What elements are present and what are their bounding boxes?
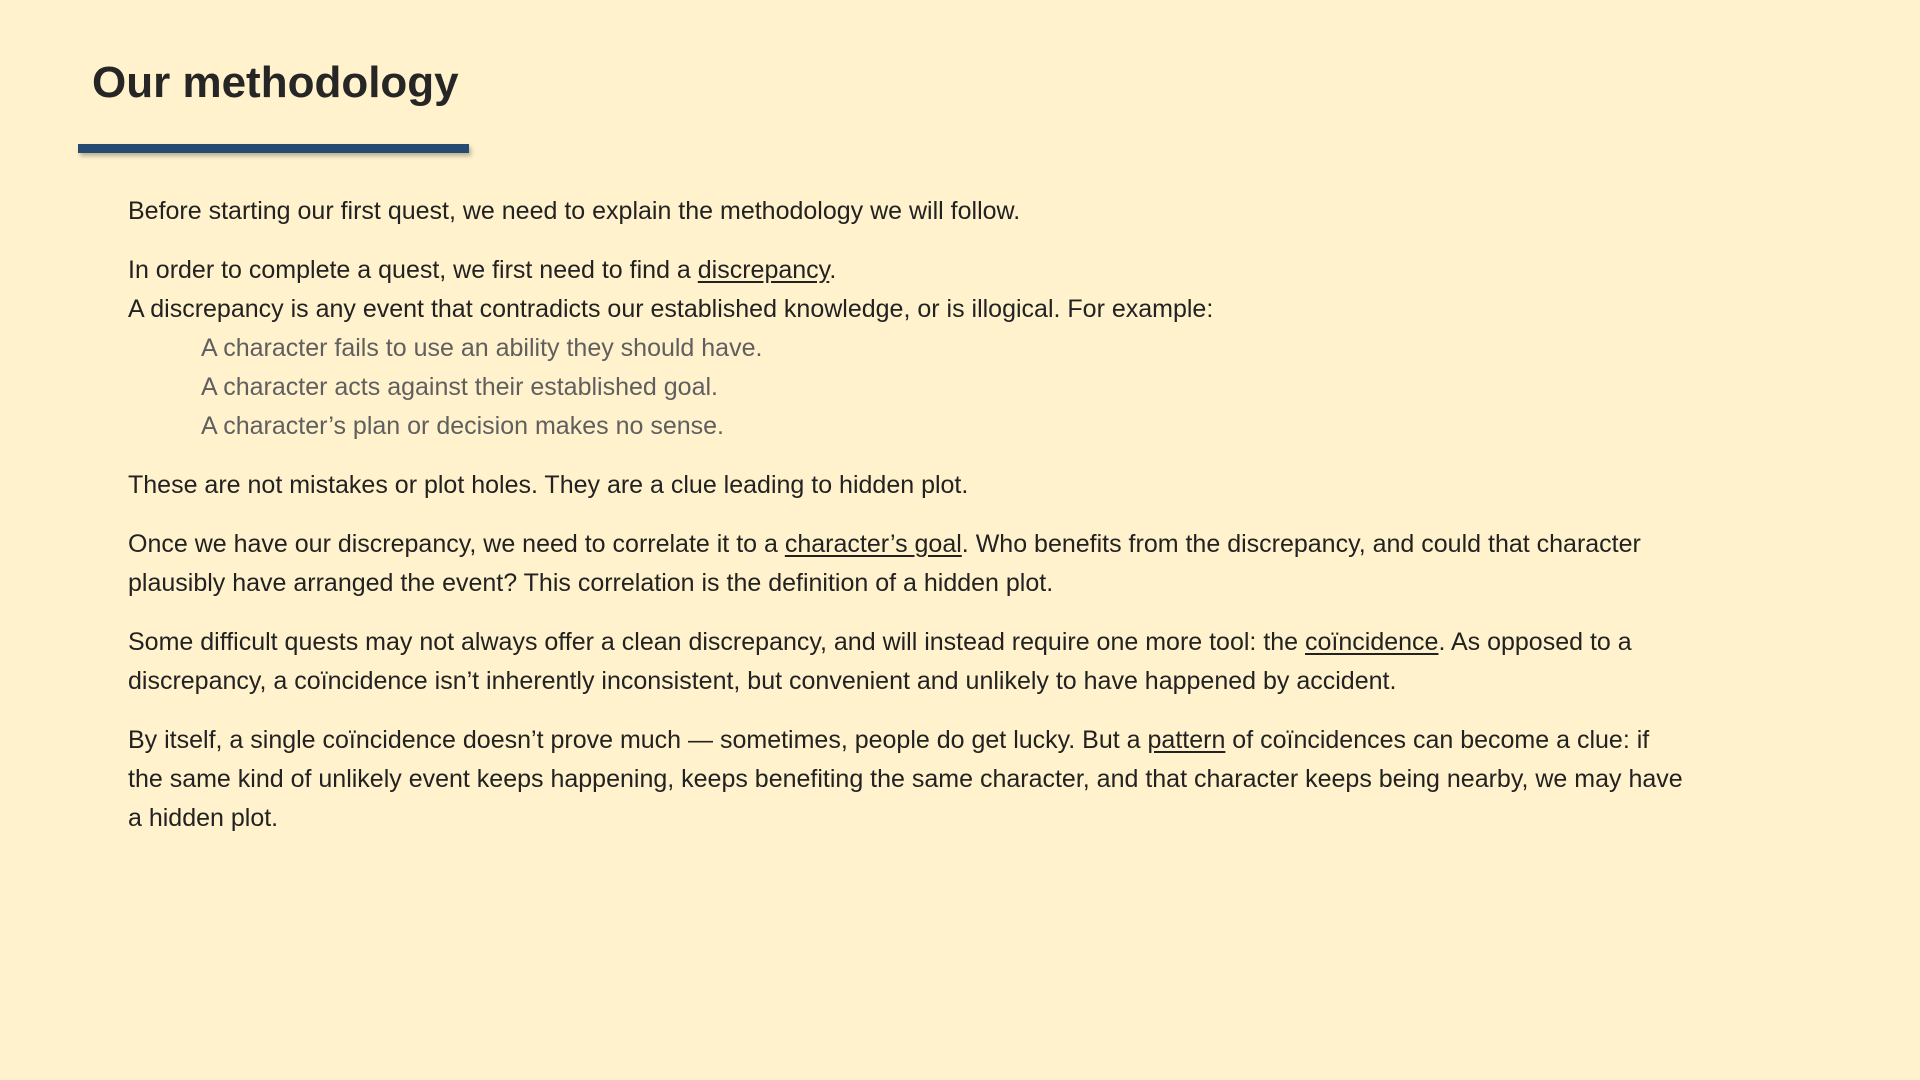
term-coincidence: coïncidence [1305,628,1439,656]
term-pattern: pattern [1147,726,1226,754]
term-discrepancy: discrepancy [697,256,830,284]
correlation-text-end: . Who benefits from the discrepancy, and could that character plausibly have arranged the event? This correlation is the definition of a hidden plot. [128,530,1641,597]
discrepancy-definition: A discrepancy is any event that contradicts our established knowledge, or is illogical. For example: [128,295,1214,323]
discrepancy-intro-text: In order to complete a quest, we first need to find a [128,256,698,284]
intro-paragraph: Before starting our first quest, we need to explain the methodology we will follow. [128,197,1021,225]
example-item: A character acts against their established goal. [201,373,718,401]
pattern-paragraph [128,721,1688,838]
correlation-text: Once we have our discrepancy, we need to correlate it to a [128,530,785,558]
example-item: A character fails to use an ability they should have. [201,334,763,362]
pattern-text-end: of coïncidences can become a clue: if the same kind of unlikely event keeps happening, keeps benefiting the same character, and that character keeps being nearby, we may have a hidden plot. [128,726,1683,832]
discrepancy-intro-paragraph [128,251,1688,290]
coincidence-paragraph [128,623,1688,701]
title-underline-bar [78,144,469,153]
example-item: A character’s plan or decision makes no sense. [201,412,724,440]
slide-title: Our methodology [92,58,459,107]
clue-paragraph: These are not mistakes or plot holes. They are a clue leading to hidden plot. [128,471,969,499]
coincidence-text-end: . As opposed to a discrepancy, a coïncidence isn’t inherently inconsistent, but convenient and unlikely to have happened by accident. [128,628,1632,695]
slide-body [128,192,1688,858]
pattern-text: By itself, a single coïncidence doesn’t prove much — sometimes, people do get lucky. But a [128,726,1148,754]
discrepancy-intro-end: . [829,256,837,284]
term-characters-goal: character’s goal [784,530,962,558]
correlation-paragraph [128,525,1688,603]
example-list [128,329,1688,446]
coincidence-text: Some difficult quests may not always offer a clean discrepancy, and will instead require one more tool: the [128,628,1306,656]
